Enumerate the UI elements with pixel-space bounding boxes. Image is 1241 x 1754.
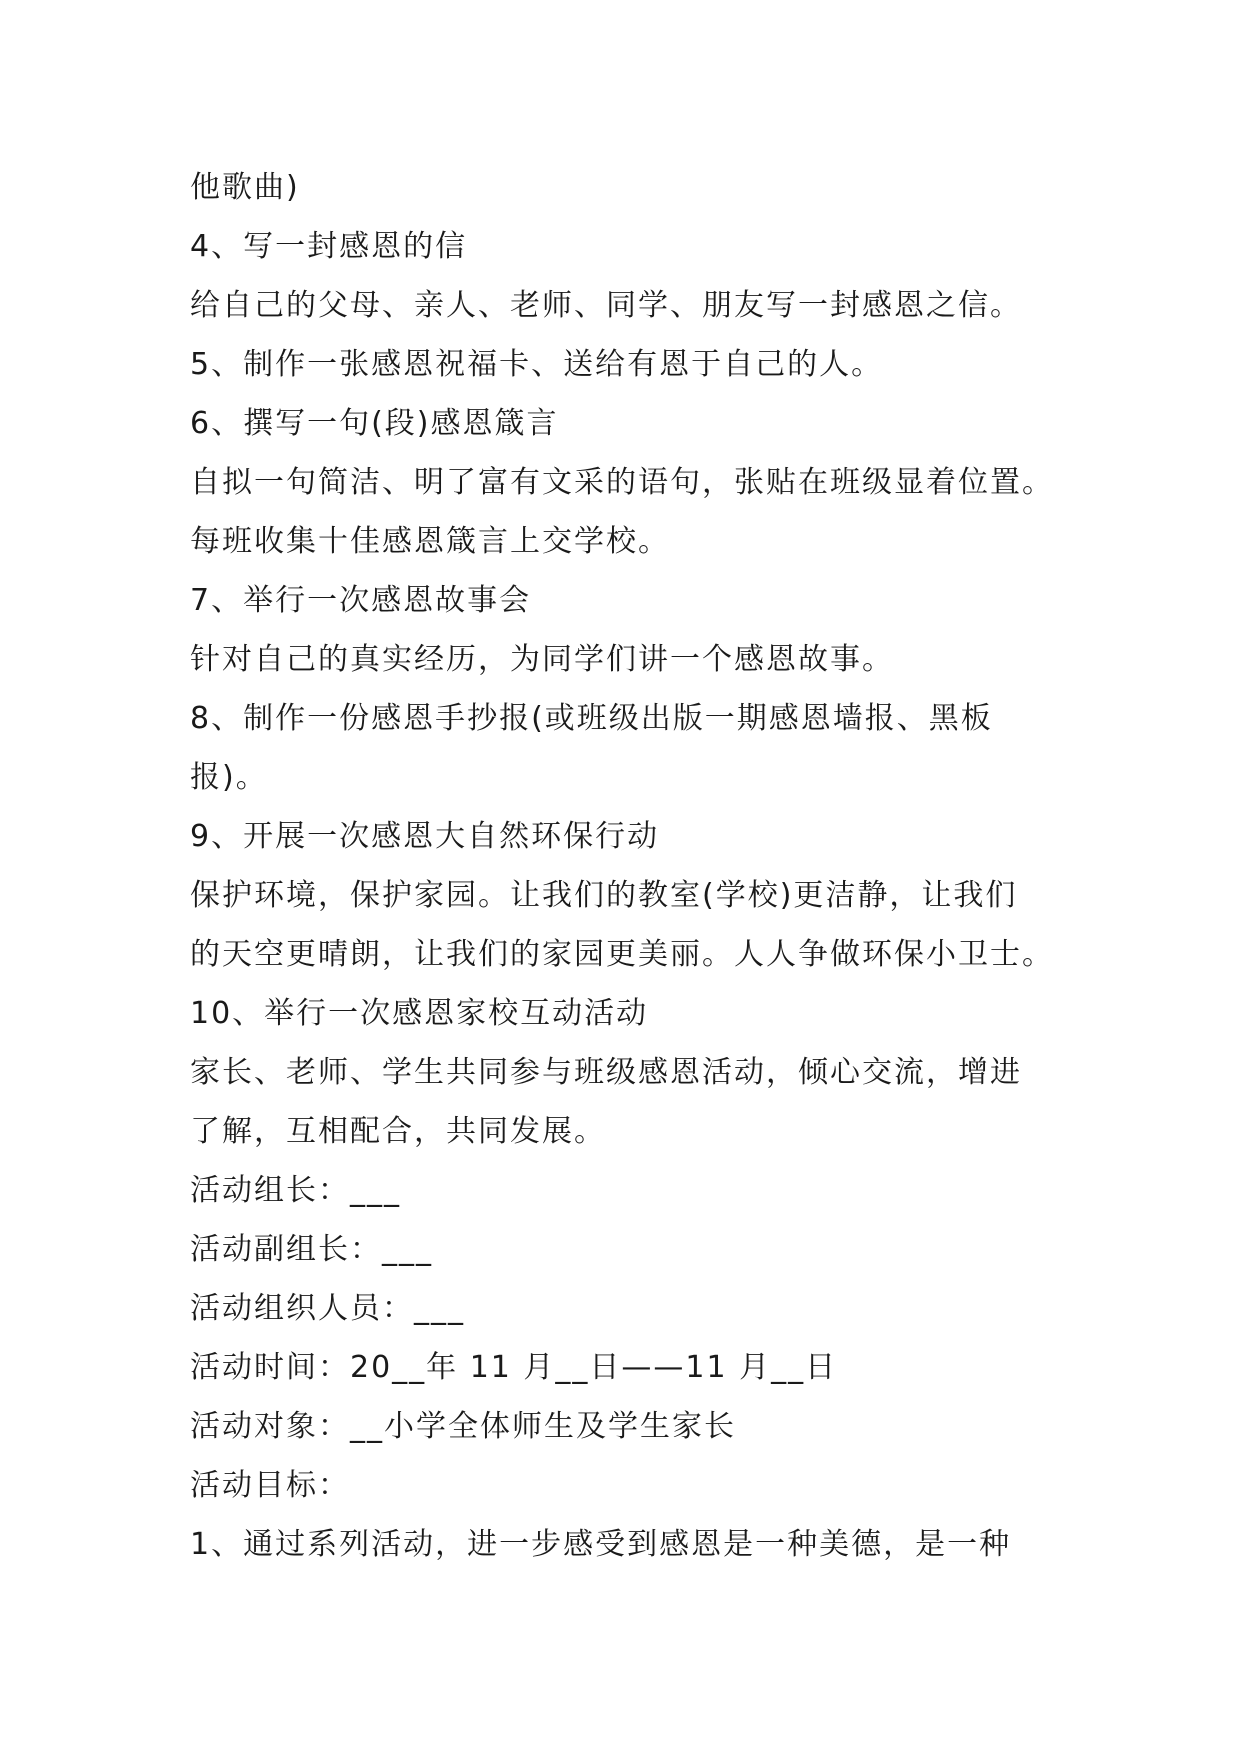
text-line: 的天空更晴朗，让我们的家园更美丽。人人争做环保小卫士。 [190, 937, 1054, 972]
text-line: 每班收集十佳感恩箴言上交学校。 [190, 524, 670, 559]
activity-organizers-line: 活动组织人员：___ [190, 1291, 465, 1326]
document-body [190, 158, 1070, 1574]
activity-audience-line: 活动对象：__小学全体师生及学生家长 [190, 1409, 736, 1444]
activity-leader-line: 活动组长：___ [190, 1173, 401, 1208]
activity-deputy-leader-line: 活动副组长：___ [190, 1232, 433, 1267]
list-item-heading: 7、举行一次感恩故事会 [190, 583, 532, 618]
text-line: 保护环境，保护家园。让我们的教室(学校)更洁静，让我们 [190, 878, 1018, 913]
text-line: 自拟一句简洁、明了富有文采的语句，张贴在班级显着位置。 [190, 465, 1054, 500]
text-line: 了解，互相配合，共同发展。 [190, 1114, 606, 1149]
text-line: 报)。 [190, 760, 268, 795]
list-item-heading: 10、举行一次感恩家校互动活动 [190, 996, 649, 1031]
list-item-heading: 6、撰写一句(段)感恩箴言 [190, 406, 559, 441]
activity-goals-heading: 活动目标： [190, 1468, 350, 1503]
list-item-heading: 4、写一封感恩的信 [190, 229, 468, 264]
list-item-heading: 8、制作一份感恩手抄报(或班级出版一期感恩墙报、黑板 [190, 701, 993, 736]
text-line: 给自己的父母、亲人、老师、同学、朋友写一封感恩之信。 [190, 288, 1022, 323]
list-item-heading: 9、开展一次感恩大自然环保行动 [190, 819, 660, 854]
text-line: 他歌曲) [190, 170, 300, 205]
activity-time-line: 活动时间：20__年 11 月__日——11 月__日 [190, 1350, 838, 1385]
list-item-heading: 5、制作一张感恩祝福卡、送给有恩于自己的人。 [190, 347, 884, 382]
list-item-heading: 1、通过系列活动，进一步感受到感恩是一种美德，是一种 [190, 1527, 1012, 1562]
text-line: 针对自己的真实经历，为同学们讲一个感恩故事。 [190, 642, 894, 677]
text-line: 家长、老师、学生共同参与班级感恩活动，倾心交流，增进 [190, 1055, 1022, 1090]
